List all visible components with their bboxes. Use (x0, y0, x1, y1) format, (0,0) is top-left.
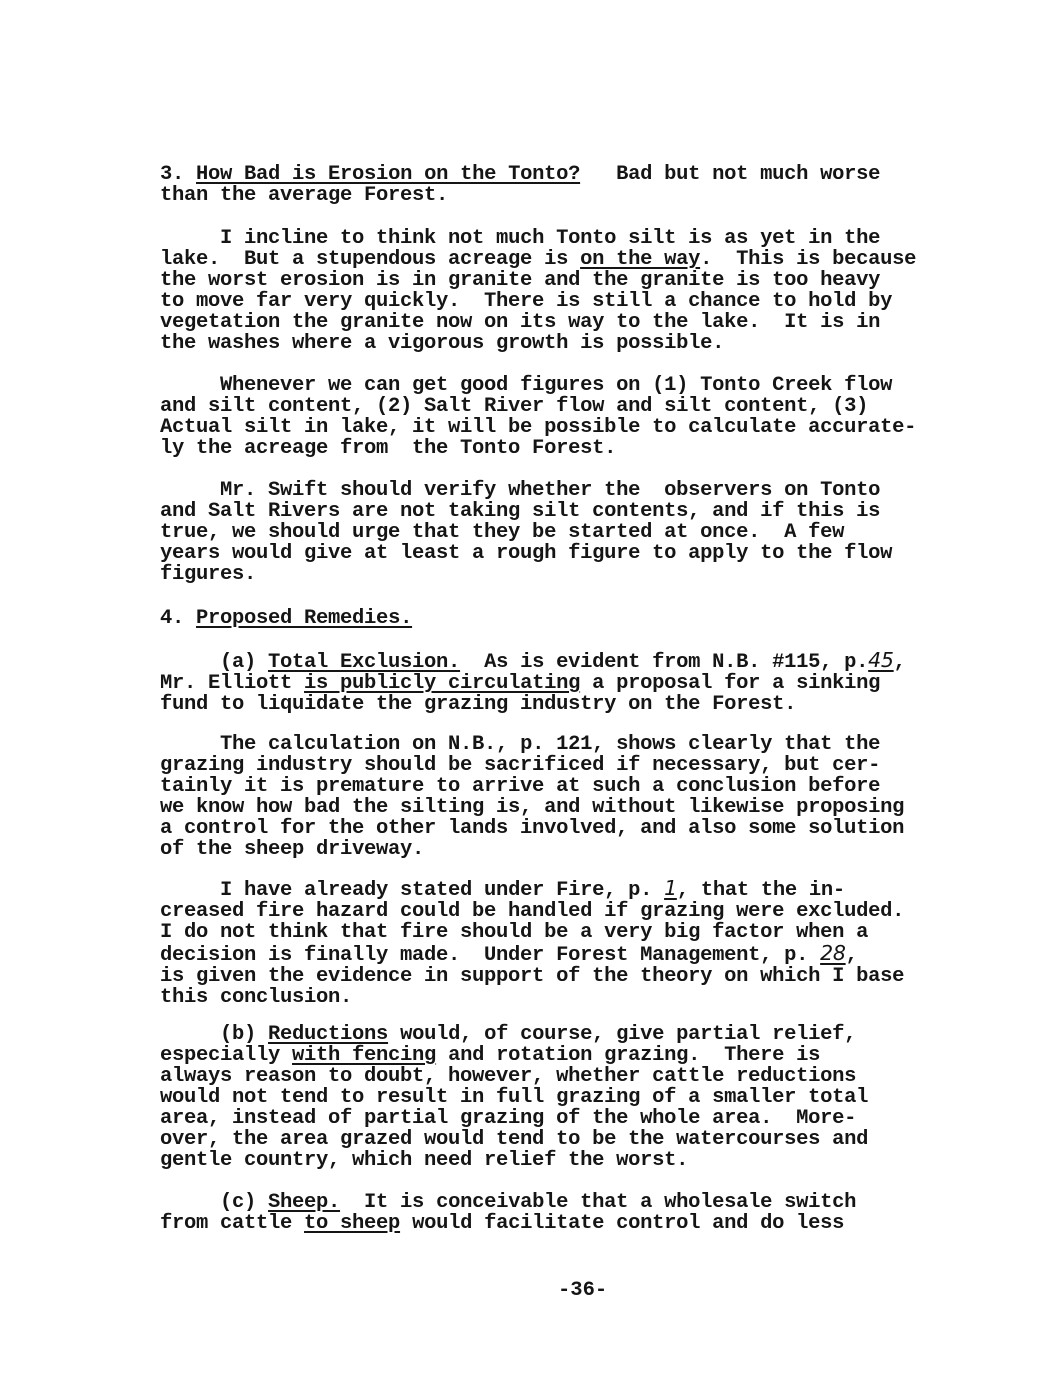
paragraph-calculation (160, 734, 904, 860)
text-line: figures. (160, 563, 257, 586)
underlined-phrase: with fencing (292, 1044, 437, 1067)
text-line: I do not think that fire should be a very big factor when a (160, 921, 869, 944)
section-answer: Bad but not much worse (616, 163, 881, 186)
text-line: vegetation the granite now on its way to the lake. It is in (160, 311, 881, 334)
text-line: would facilitate control and do less (400, 1212, 845, 1235)
paragraph-figures (160, 375, 916, 459)
section-number: 4. (160, 607, 185, 630)
text-line: tainly it is premature to arrive at such a conclusion before (160, 775, 881, 798)
paragraph-lake (160, 228, 916, 354)
text-line: , (845, 944, 858, 967)
underlined-phrase: to sheep (304, 1212, 401, 1235)
paragraph-sheep (160, 1192, 856, 1234)
text-line: fund to liquidate the grazing industry on the Forest. (160, 693, 797, 716)
text-line: Actual silt in lake, it will be possible to calculate accurate- (160, 416, 917, 439)
text-line: I have already stated under Fire, p. (220, 879, 665, 902)
text-line: would, of course, give partial relief, (388, 1023, 857, 1046)
text-line: to move far very quickly. There is still a chance to hold by (160, 290, 893, 313)
text-line: Whenever we can get good figures on (1) Tonto Creek flow (220, 374, 893, 397)
section-title: How Bad is Erosion on the Tonto? (196, 163, 581, 186)
text-line: and silt content, (2) Salt River flow and silt content, (3) (160, 395, 869, 418)
text-line: the washes where a vigorous growth is possible. (160, 332, 725, 355)
text-line: It is conceivable that a wholesale switch (340, 1191, 857, 1214)
text-line: would not tend to result in full grazing of a smaller total (160, 1086, 869, 1109)
paragraph-reductions (160, 1024, 868, 1171)
text-line: The calculation on N.B., p. 121, shows clearly that the (220, 733, 881, 756)
text-line: especially (160, 1044, 293, 1067)
text-line: we know how bad the silting is, and without likewise proposing (160, 796, 905, 819)
text-line: a proposal for a sinking (580, 672, 881, 695)
section-title: Proposed Remedies. (196, 607, 413, 630)
text-line: years would give at least a rough figure to apply to the flow (160, 542, 893, 565)
item-label: (c) (220, 1191, 269, 1214)
paragraph-fire (160, 878, 904, 1008)
text-line: decision is finally made. Under Forest Management, p. (160, 944, 821, 967)
text-line: is given the evidence in support of the theory on which I base (160, 965, 905, 988)
item-title: Sheep. (268, 1191, 341, 1214)
text-line: , that the in- (676, 879, 845, 902)
handwritten-page-number: 45 (868, 648, 894, 672)
text-line: of the sheep driveway. (160, 838, 425, 861)
text-line: over, the area grazed would tend to be the watercourses and (160, 1128, 869, 1151)
item-label: (b) (220, 1023, 269, 1046)
text-line: creased fire hazard could be handled if grazing were excluded. (160, 900, 905, 923)
paragraph-total-exclusion (160, 650, 906, 715)
page-number: -36- (558, 1279, 608, 1302)
text-line: Mr. Elliott (160, 672, 305, 695)
text-line: always reason to doubt, however, whether cattle reductions (160, 1065, 857, 1088)
text-line: and Salt Rivers are not taking silt contents, and if this is (160, 500, 881, 523)
text-line: Mr. Swift should verify whether the observers on Tonto (220, 479, 881, 502)
text-line: a control for the other lands involved, and also some solution (160, 817, 905, 840)
text-line: I incline to think not much Tonto silt is as yet in the (220, 227, 881, 250)
text-line: this conclusion. (160, 986, 353, 1009)
text-line: ly the acreage from the Tonto Forest. (160, 437, 617, 460)
text-line: As is evident from N.B. #115, p. (460, 651, 869, 674)
text-line: lake. But a stupendous acreage is (160, 248, 581, 271)
text-line: . This is because (700, 248, 917, 271)
text-line: , (893, 651, 906, 674)
text-line: true, we should urge that they be started at once. A few (160, 521, 845, 544)
text-line: from cattle (160, 1212, 305, 1235)
text-line: the worst erosion is in granite and the granite is too heavy (160, 269, 881, 292)
section-4-heading (160, 608, 412, 629)
item-title: Total Exclusion. (268, 651, 461, 674)
text-line: gentle country, which need relief the worst. (160, 1149, 689, 1172)
underlined-phrase: is publicly circulating (304, 672, 581, 695)
section-answer-continued: than the average Forest. (160, 184, 449, 207)
handwritten-page-number: 28 (820, 941, 846, 965)
text-line: and rotation grazing. There is (436, 1044, 821, 1067)
paragraph-swift (160, 480, 892, 585)
underlined-phrase: on the way (580, 248, 701, 271)
section-3-heading (160, 164, 880, 206)
section-number: 3. (160, 163, 185, 186)
handwritten-page-number: 1 (664, 876, 677, 900)
item-label: (a) (220, 651, 269, 674)
text-line: grazing industry should be sacrificed if necessary, but cer- (160, 754, 881, 777)
text-line: area, instead of partial grazing of the whole area. More- (160, 1107, 857, 1130)
item-title: Reductions (268, 1023, 389, 1046)
